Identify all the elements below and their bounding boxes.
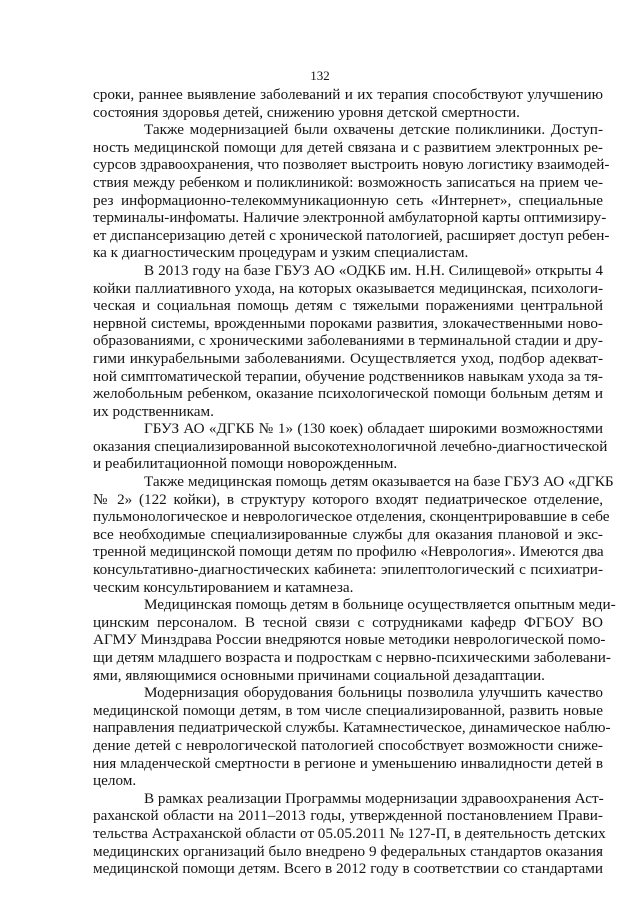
text-line: ческим консультированием и катамнеза. xyxy=(93,578,354,596)
paragraph xyxy=(93,596,616,684)
text-line: гими инкурабельными заболеваниями. Осуществляется уход, подбор адекват- xyxy=(93,349,603,367)
text-line: направления педиатрической службы. Катамнестическое, динамическое наблю- xyxy=(93,719,611,737)
paragraph xyxy=(93,473,614,596)
text-line: тренной медицинской помощи детям по профилю «Неврология». Имеются два xyxy=(93,543,604,561)
text-line: тельства Астраханской области от 05.05.2011 № 127-П, в деятельность детских xyxy=(93,824,606,842)
text-line: все необходимые специализированные службы для оказания плановой и экс- xyxy=(93,525,603,543)
document-body xyxy=(93,86,616,878)
text-line: медицинских организаций было внедрено 9 федеральных стандартов оказания xyxy=(93,842,603,860)
text-line: ность медицинской помощи для детей связана и с развитием электронных ре- xyxy=(93,138,603,156)
text-line: ния младенческой смертности в регионе и уменьшению инвалидности детей в xyxy=(93,754,603,772)
paragraph xyxy=(93,789,606,878)
text-line: ет диспансеризацию детей с хронической патологией, расширяет доступ ребен- xyxy=(93,226,610,244)
text-line: раханской области на 2011–2013 годы, утвержденной постановлением Прави- xyxy=(93,807,603,825)
text-line: ГБУЗ АО «ДГКБ № 1» (130 коек) обладает широкими возможностями xyxy=(144,420,603,438)
text-line: № 2» (122 койки), в структуру которого входят педиатрическое отделение, xyxy=(93,490,603,508)
text-line: В рамках реализации Программы модернизации здравоохранения Аст- xyxy=(144,789,604,807)
text-line: ствия между ребенком и поликлиникой: возможность записаться на прием че- xyxy=(93,173,603,191)
text-line: Модернизация оборудования больницы позволила улучшить качество xyxy=(144,684,603,702)
text-line: пульмонологическое и неврологическое отделения, сконцентрировавшие в себе xyxy=(93,508,610,526)
text-line: терминалы-инфоматы. Наличие электронной амбулаторной карты оптимизиру- xyxy=(93,209,607,227)
text-line: образованиями, с хроническими заболеваниями в терминальной стадии и дру- xyxy=(93,332,603,350)
text-line: В 2013 году на базе ГБУЗ АО «ОДКБ им. Н.Н. Силищевой» открыты 4 xyxy=(144,261,603,279)
text-line: ка к диагностическим процедурам и узким специалистам. xyxy=(93,244,469,262)
text-line: медицинской помощи детям. Всего в 2012 году в соответствии со стандартами xyxy=(93,860,603,878)
text-line: желобольным ребенком, оказание психологической помощи больным детям и xyxy=(93,385,603,403)
text-line: Также медицинская помощь детям оказывается на базе ГБУЗ АО «ДГКБ xyxy=(144,473,614,491)
text-line: их родственникам. xyxy=(93,402,214,420)
text-line: цинским персоналом. В тесной связи с сотрудниками кафедр ФГБОУ ВО xyxy=(93,613,603,631)
paragraph xyxy=(93,262,603,420)
paragraph xyxy=(93,684,611,790)
text-line: сурсов здравоохранения, что позволяет выстроить новую логистику взаимодей- xyxy=(93,156,610,174)
text-line: щи детям младшего возраста и подросткам с нервно-психическими заболевани- xyxy=(93,649,611,666)
paragraph xyxy=(93,86,603,121)
paragraph xyxy=(93,420,608,473)
text-line: сроки, раннее выявление заболеваний и их терапия способствуют улучшению xyxy=(93,86,603,103)
text-line: Медицинская помощь детям в больнице осуществляется опытным меди- xyxy=(144,596,616,614)
text-line: оказания специализированной высокотехнологичной лечебно-диагностической xyxy=(93,437,608,455)
text-line: ной симптоматической терапии, обучение родственников навыкам ухода за тя- xyxy=(93,367,603,385)
text-line: АГМУ Минздрава России внедряются новые методики неврологической помо- xyxy=(93,631,606,649)
text-line: нервной системы, врожденными пороками развития, злокачественными ново- xyxy=(93,314,603,332)
text-line: целом. xyxy=(93,772,137,790)
text-line: дение детей с неврологической патологией способствует возможности сниже- xyxy=(93,736,603,754)
text-line: Также модернизацией были охвачены детские поликлиники. Доступ- xyxy=(144,121,603,139)
text-line: и реабилитационной помощи новорожденным. xyxy=(93,455,398,473)
text-line: состояния здоровья детей, снижению уровня детской смертности. xyxy=(93,103,520,121)
text-line: консультативно-диагностических кабинета: эпилептологический с психиатри- xyxy=(93,561,603,579)
paragraph xyxy=(93,121,610,262)
text-line: ческая и социальная помощь детям с тяжелыми поражениями центральной xyxy=(93,297,603,315)
text-line: медицинской помощи детям, в том числе специализированной, развить новые xyxy=(93,701,603,719)
text-line: рез информационно-телекоммуникационную сеть «Интернет», специальные xyxy=(93,191,603,209)
text-line: ями, являющимися основными причинами социальной дезадаптации. xyxy=(93,666,545,684)
text-line: койки паллиативного ухода, на которых оказывается медицинская, психологи- xyxy=(93,279,603,297)
page-number: 132 xyxy=(310,68,330,83)
